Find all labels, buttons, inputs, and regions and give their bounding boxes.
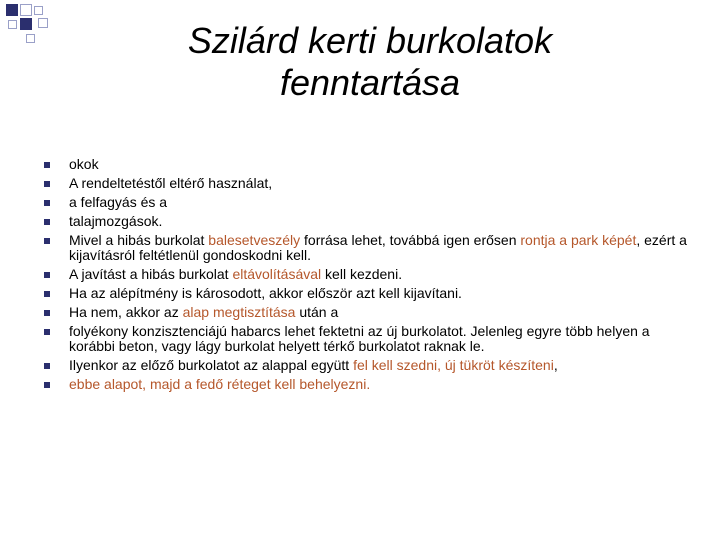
square-bullet-icon xyxy=(44,310,50,316)
bullet-item xyxy=(44,377,694,392)
bullet-text: folyékony konzisztenciájú habarcs lehet fektetni az új burkolatot. Jelenleg egyre több helyen a korábbi beton, vagy lágy burkolat helyett térkő burkolatot raknak le. xyxy=(69,323,650,354)
square-bullet-icon xyxy=(44,238,50,244)
decor-square xyxy=(6,4,18,16)
square-bullet-icon xyxy=(44,200,50,206)
highlighted-text: alap megtisztítása xyxy=(182,304,296,320)
bullet-item xyxy=(44,286,694,301)
bullet-text: , xyxy=(553,357,558,373)
bullet-text: Ilyenkor az előző burkolatot az alappal együtt xyxy=(69,357,354,373)
decor-square xyxy=(20,18,32,30)
bullet-item xyxy=(44,157,694,172)
bullet-text: a felfagyás és a xyxy=(69,194,168,210)
highlighted-text: fel kell szedni, új tükröt készíteni xyxy=(353,357,554,373)
highlighted-text: rontja a park képét xyxy=(520,232,637,248)
decor-square xyxy=(34,6,43,15)
bullet-item xyxy=(44,358,694,373)
bullet-text: Ha az alépítmény is károsodott, akkor először azt kell kijavítani. xyxy=(69,285,462,301)
bullet-text: , ezért a kijavításról feltétlenül gondoskodni kell. xyxy=(69,232,687,263)
bullet-item xyxy=(44,305,694,320)
square-bullet-icon xyxy=(44,181,50,187)
decor-square xyxy=(26,34,35,43)
highlighted-text: ebbe alapot, majd a fedő réteget kell behelyezni. xyxy=(69,376,371,392)
bullet-item xyxy=(44,324,694,354)
bullet-item xyxy=(44,176,694,191)
slide-title: Szilárd kerti burkolatok fenntartása xyxy=(187,20,553,103)
decor-square xyxy=(38,18,48,28)
bullet-item xyxy=(44,233,694,263)
decor-square xyxy=(20,4,32,16)
bullet-text: A rendeltetéstől eltérő használat, xyxy=(69,175,273,191)
bullet-text: forrása lehet, továbbá igen erősen xyxy=(300,232,521,248)
bullet-text: Ha nem, akkor az xyxy=(69,304,183,320)
highlighted-text: balesetveszély xyxy=(208,232,301,248)
decor-square xyxy=(8,20,17,29)
square-bullet-icon xyxy=(44,382,50,388)
bullet-text: kell kezdeni. xyxy=(321,266,403,282)
bullet-item xyxy=(44,214,694,229)
square-bullet-icon xyxy=(44,291,50,297)
square-bullet-icon xyxy=(44,329,50,335)
bullet-list xyxy=(44,157,694,396)
bullet-text: után a xyxy=(295,304,339,320)
square-bullet-icon xyxy=(44,162,50,168)
square-bullet-icon xyxy=(44,219,50,225)
square-bullet-icon xyxy=(44,272,50,278)
square-bullet-icon xyxy=(44,363,50,369)
bullet-text: A javítást a hibás burkolat xyxy=(69,266,233,282)
bullet-text: Mivel a hibás burkolat xyxy=(69,232,209,248)
bullet-item xyxy=(44,267,694,282)
bullet-text: talajmozgások. xyxy=(69,213,163,229)
bullet-text: okok xyxy=(69,156,99,172)
bullet-item xyxy=(44,195,694,210)
highlighted-text: eltávolításával xyxy=(232,266,322,282)
